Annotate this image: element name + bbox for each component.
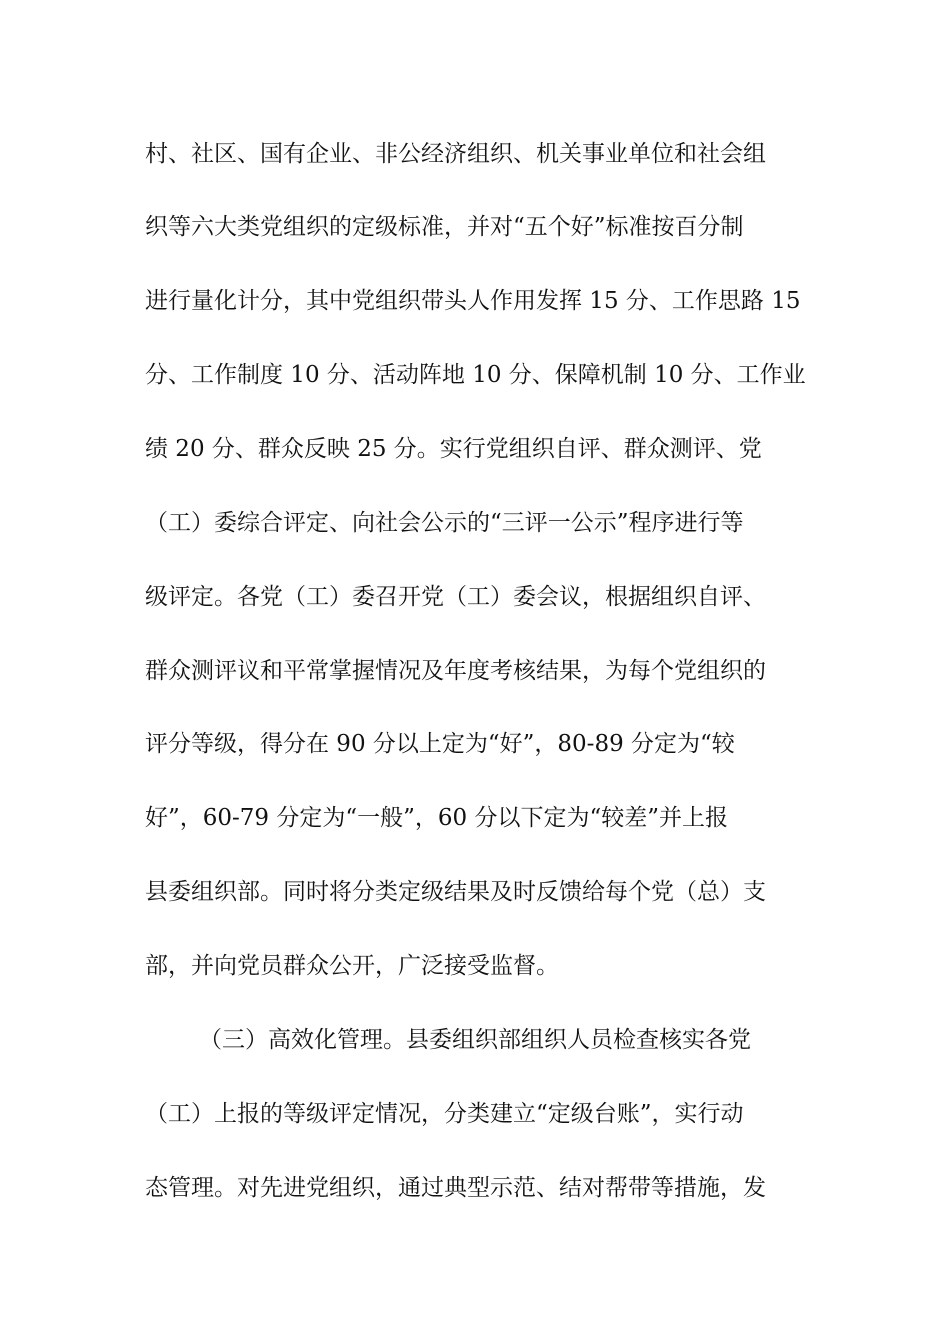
text-line-3: 进行量化计分，其中党组织带头人作用发挥 15 分、工作思路 15: [145, 288, 801, 314]
text-line-9: 评分等级，得分在 90 分以上定为“好”，80-89 分定为“较: [145, 731, 735, 757]
text-line-14: （工）上报的等级评定情况，分类建立“定级台账”，实行动: [145, 1101, 744, 1127]
text-line-10: 好”，60-79 分定为“一般”，60 分以下定为“较差”并上报: [145, 805, 728, 831]
text-line-6: （工）委综合评定、向社会公示的“三评一公示”程序进行等: [145, 510, 744, 536]
text-line-12: 部，并向党员群众公开，广泛接受监督。: [145, 953, 559, 979]
text-line-11: 县委组织部。同时将分类定级结果及时反馈给每个党（总）支: [145, 879, 766, 905]
text-line-5: 绩 20 分、群众反映 25 分。实行党组织自评、群众测评、党: [145, 436, 762, 462]
text-line-4: 分、工作制度 10 分、活动阵地 10 分、保障机制 10 分、工作业: [145, 362, 806, 388]
section-heading-line: （三）高效化管理。县委组织部组织人员检查核实各党: [199, 1027, 751, 1053]
text-line-2: 织等六大类党组织的定级标准，并对“五个好”标准按百分制: [145, 214, 744, 240]
text-line-15: 态管理。对先进党组织，通过典型示范、结对帮带等措施，发: [145, 1175, 766, 1201]
text-line-1: 村、社区、国有企业、非公经济组织、机关事业单位和社会组: [145, 141, 766, 167]
text-line-7: 级评定。各党（工）委召开党（工）委会议，根据组织自评、: [145, 584, 766, 610]
text-line-8: 群众测评议和平常掌握情况及年度考核结果，为每个党组织的: [145, 658, 766, 684]
